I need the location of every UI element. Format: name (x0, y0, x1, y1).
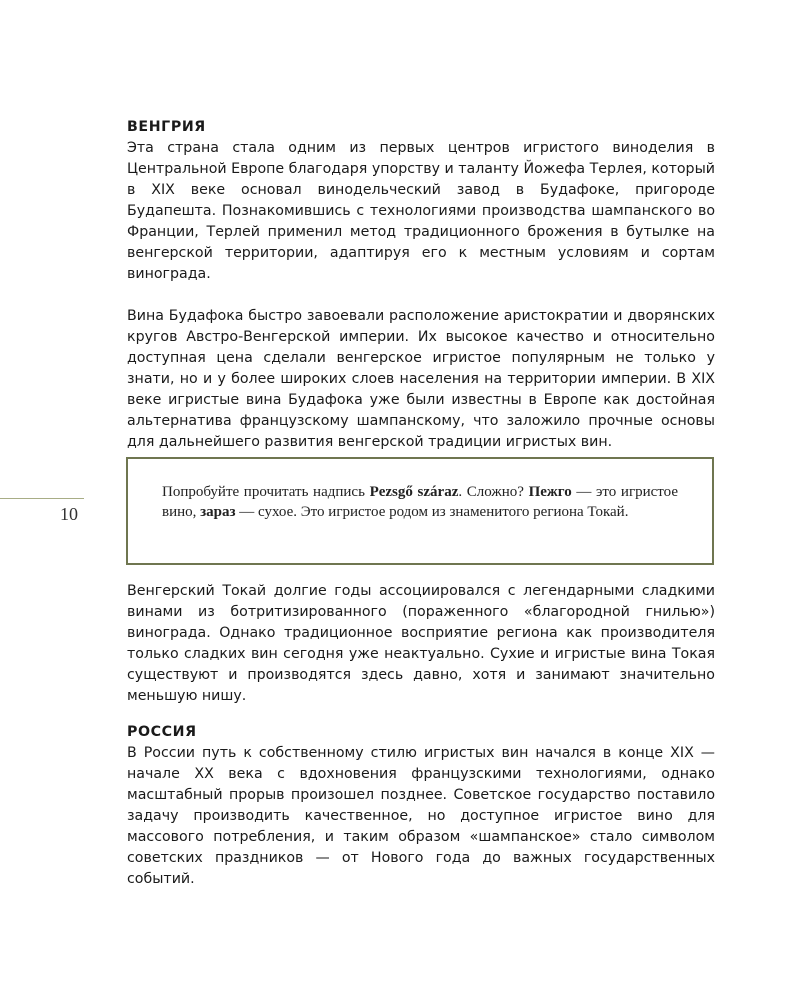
page-number: 10 (60, 504, 78, 524)
tip-bold-2: Пежго (528, 484, 572, 500)
russia-paragraph-1: В России путь к собственному стилю игристых вин начался в конце XIX — начале XX века с вдохновения французскими технологиями, однако масштабный прорыв произошел позднее. Советское государство поставило задачу производить качественное, но доступное игристое вино для массового потребления, и таким образом «шампанское» стало символом советских праздников — от Нового года до важных государственных событий. (127, 745, 715, 887)
hungary-paragraph-3: Венгерский Токай долгие годы ассоциировался с легендарными сладкими винами из ботритизированного (пораженного «благородной гнилью») винограда. Однако традиционное восприятие региона как производителя только сладких вин сегодня уже неактуально. Сухие и игристые вина Токая существуют и производятся здесь давно, хотя и занимают значительно меньшую нишу. (127, 583, 715, 704)
tip-bold-3: зараз (200, 504, 236, 520)
tip-text-1: Попробуйте прочитать надпись (162, 484, 370, 500)
hungary-section (127, 117, 715, 453)
page-number-rule (0, 498, 84, 499)
hungary-heading: ВЕНГРИЯ (127, 119, 206, 135)
tip-box (126, 457, 714, 565)
tip-text-4: — сухое. Это игристое родом из знаменитого региона Токай. (235, 504, 629, 520)
russia-section (127, 722, 715, 890)
tip-text-3: — это игристое вино, (162, 484, 678, 520)
tokaj-section (127, 581, 715, 707)
hungary-paragraph-1: Эта страна стала одним из первых центров игристого виноделия в Центральной Европе благодаря упорству и таланту Йожефа Терлея, который в XIX веке основал винодельческий завод в Будафоке, пригороде Будапешта. Познакомившись с технологиями производства шампанского во Франции, Терлей применил метод традиционного брожения в бутылке на венгерской территории, адаптируя его к местным условиям и сортам винограда. (127, 140, 715, 282)
russia-heading: РОССИЯ (127, 724, 197, 740)
tip-text-2: . Сложно? (458, 484, 529, 500)
hungary-paragraph-2: Вина Будафока быстро завоевали расположение аристократии и дворянских кругов Австро-Венгерской империи. Их высокое качество и относительно доступная цена сделали венгерское игристое популярным не только у знати, но и у более широких слоев населения на территории империи. В XIX веке игристые вина Будафока уже были известны в Европе как достойная альтернатива французскому шампанскому, что заложило прочные основы для дальнейшего развития венгерской традиции игристых вин. (127, 308, 715, 450)
tip-bold-1: Pezsgő száraz (369, 484, 459, 500)
